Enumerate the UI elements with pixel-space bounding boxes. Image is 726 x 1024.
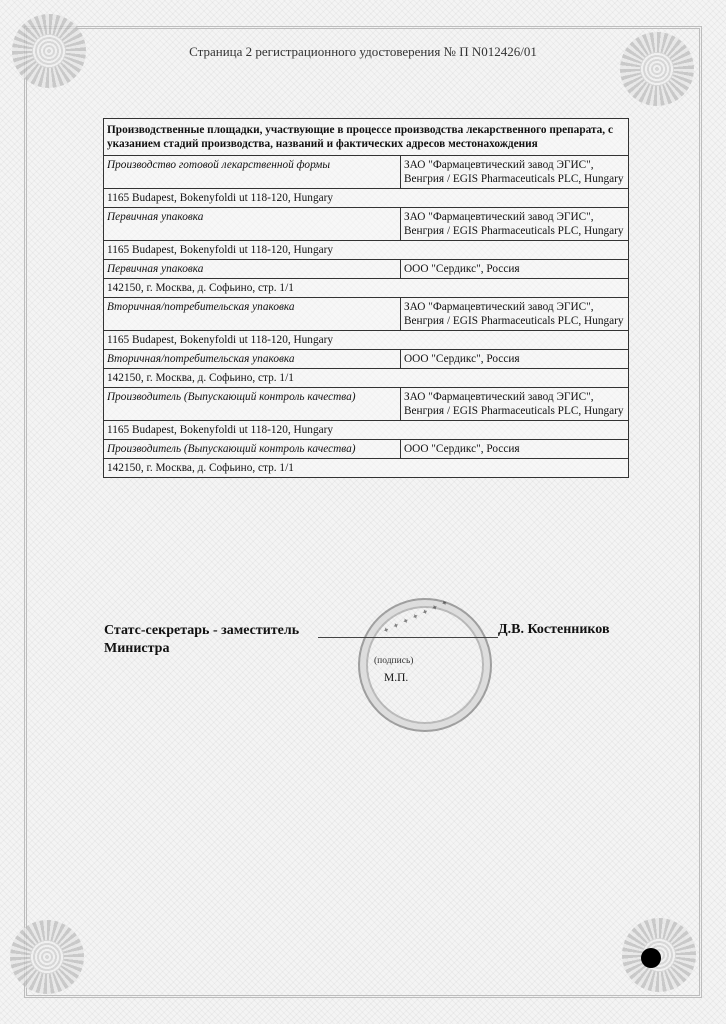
table-row	[104, 260, 629, 279]
stage-cell: Вторичная/потребительская упаковка	[104, 298, 401, 331]
organization-cell: ООО "Сердикс", Россия	[401, 350, 629, 369]
table-row	[104, 350, 629, 369]
organization-cell: ООО "Сердикс", Россия	[401, 260, 629, 279]
organization-cell: ЗАО "Фармацевтический завод ЭГИС", Венгрия / EGIS Pharmaceuticals PLC, Hungary	[401, 298, 629, 331]
table-header-row	[104, 119, 629, 156]
stage-cell: Производитель (Выпускающий контроль качества)	[104, 388, 401, 421]
address-row	[104, 189, 629, 208]
page-title: Страница 2 регистрационного удостоверения № П N012426/01	[189, 44, 537, 59]
organization-cell: ЗАО "Фармацевтический завод ЭГИС", Венгрия / EGIS Pharmaceuticals PLC, Hungary	[401, 388, 629, 421]
corner-rosette-icon	[10, 920, 84, 994]
address-cell: 1165 Budapest, Bokenyfoldi ut 118-120, Hungary	[104, 331, 629, 350]
signatory-title-line2: Министра	[104, 641, 170, 656]
stage-cell: Первичная упаковка	[104, 260, 401, 279]
organization-cell: ЗАО "Фармацевтический завод ЭГИС", Венгрия / EGIS Pharmaceuticals PLC, Hungary	[401, 156, 629, 189]
address-row	[104, 241, 629, 260]
organization-cell: ЗАО "Фармацевтический завод ЭГИС", Венгрия / EGIS Pharmaceuticals PLC, Hungary	[401, 208, 629, 241]
address-cell: 142150, г. Москва, д. Софьино, стр. 1/1	[104, 459, 629, 478]
manufacturing-sites-table	[103, 118, 629, 478]
table-row	[104, 388, 629, 421]
address-row	[104, 369, 629, 388]
seal-ornament: ✦ ✦ ✦ ✦ ✦ ✦ ✦	[381, 597, 451, 636]
signatory-title	[104, 622, 299, 658]
stage-cell: Первичная упаковка	[104, 208, 401, 241]
address-row	[104, 421, 629, 440]
address-row	[104, 459, 629, 478]
signature-line	[318, 637, 498, 638]
table-heading: Производственные площадки, участвующие в процессе производства лекарственного препарата, с указанием стадий производства, названий и фактических адресов местонахождения	[104, 119, 629, 156]
hole-punch-dot-icon	[641, 948, 661, 968]
stage-cell: Производитель (Выпускающий контроль качества)	[104, 440, 401, 459]
address-cell: 142150, г. Москва, д. Софьино, стр. 1/1	[104, 279, 629, 298]
organization-cell: ООО "Сердикс", Россия	[401, 440, 629, 459]
signatory-name: Д.В. Костенников	[498, 622, 610, 637]
address-cell: 1165 Budapest, Bokenyfoldi ut 118-120, Hungary	[104, 421, 629, 440]
table-row	[104, 440, 629, 459]
table-row	[104, 298, 629, 331]
table-row	[104, 156, 629, 189]
table-row	[104, 208, 629, 241]
address-cell: 1165 Budapest, Bokenyfoldi ut 118-120, Hungary	[104, 241, 629, 260]
address-cell: 1165 Budapest, Bokenyfoldi ut 118-120, Hungary	[104, 189, 629, 208]
seal-mark-label: М.П.	[384, 672, 409, 684]
stage-cell: Производство готовой лекарственной формы	[104, 156, 401, 189]
address-row	[104, 279, 629, 298]
stage-cell: Вторичная/потребительская упаковка	[104, 350, 401, 369]
signature-caption: (подпись)	[374, 656, 414, 666]
signatory-title-line1: Статс-секретарь - заместитель	[104, 623, 300, 638]
address-cell: 142150, г. Москва, д. Софьино, стр. 1/1	[104, 369, 629, 388]
address-row	[104, 331, 629, 350]
